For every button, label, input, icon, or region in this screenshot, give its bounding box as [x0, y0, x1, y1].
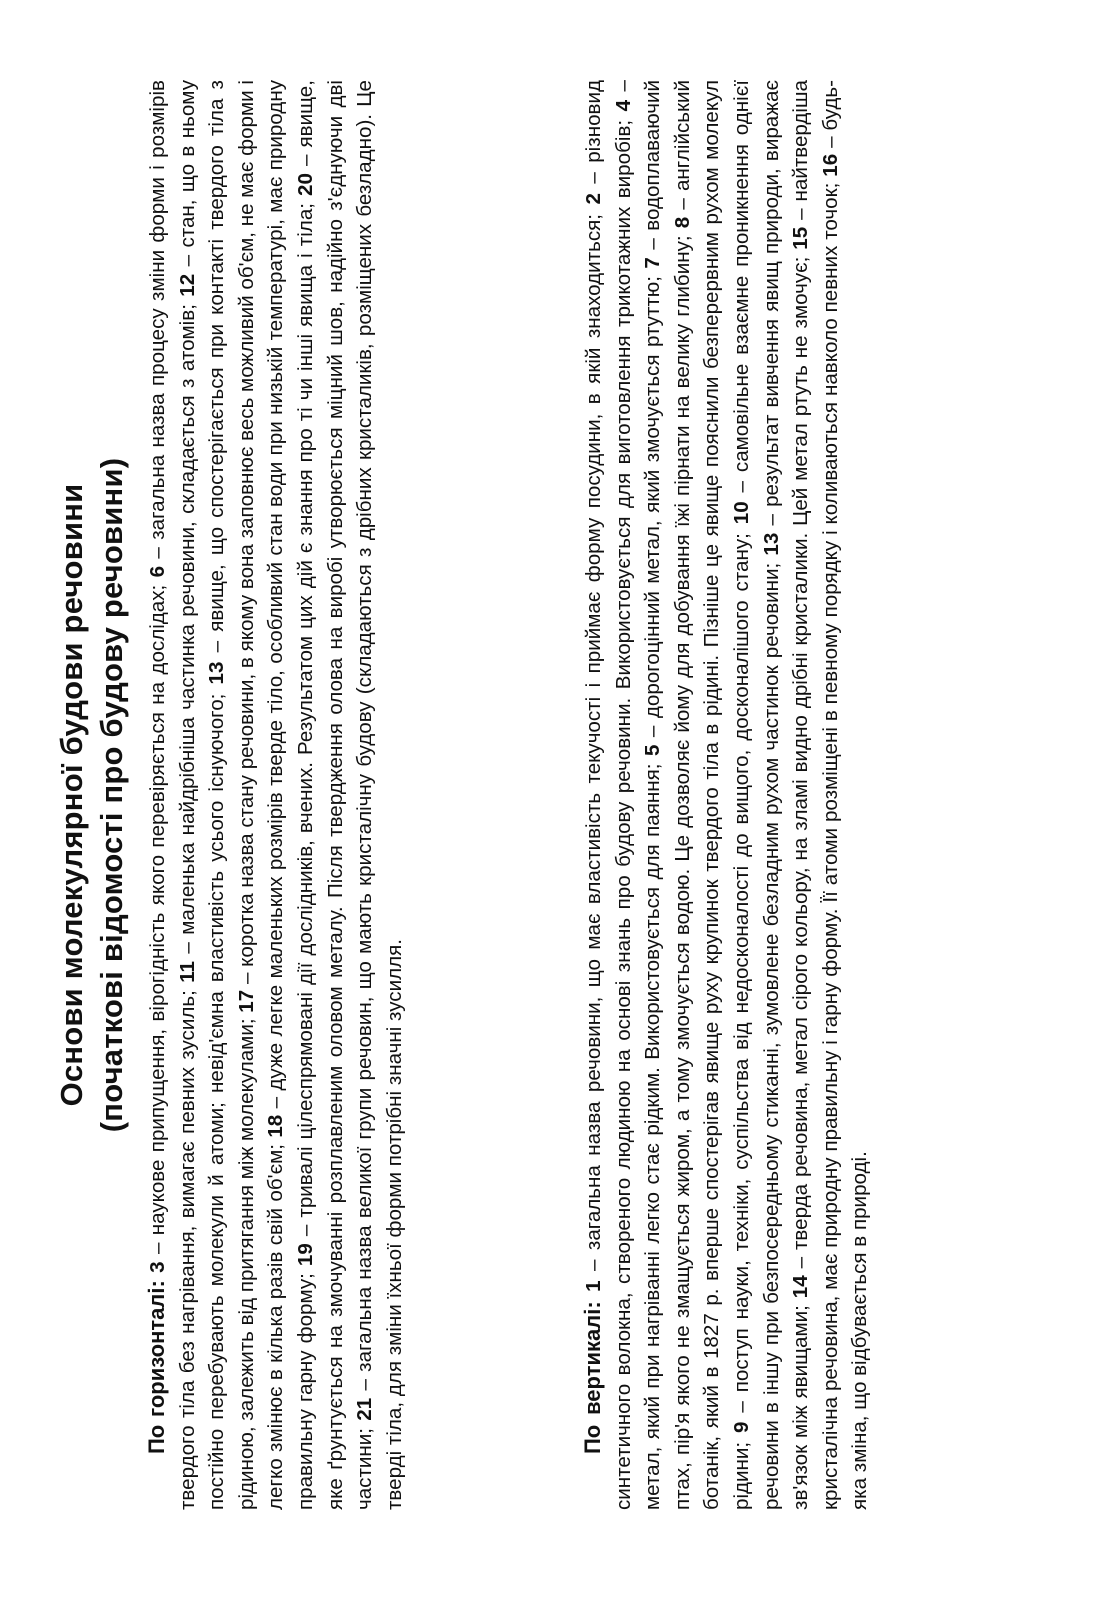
clue-text: – дорогоцінний метал, який змочується ртуттю; — [641, 268, 665, 745]
clue-number: 1 — [582, 1280, 605, 1292]
clue-number: 13 — [205, 661, 229, 685]
clue-text: – тривалі цілеспрямовані дії дослідників, вчених. Результатом цих дій є знання про ті чи інші явища і тіла; — [293, 195, 317, 1244]
clue-text: – найтвердіша кристалічна речовина, має природну правильну і гарну форму. Її атоми розміщені в певному порядку і коливаються навколо певних точок; — [789, 80, 842, 1510]
vertical-label: По вертикалі: — [580, 1301, 605, 1454]
clue-number: 11 — [175, 961, 199, 983]
clue-number: 8 — [670, 216, 694, 229]
clue-text: – загальна назва процесу зміни форми і розмірів твердого тіла без нагрівання, вимагає певних зусиль; — [146, 80, 199, 1510]
page-title: Основи молекулярної будови речовини — [54, 483, 89, 1107]
clue-number: 2 — [582, 193, 605, 205]
clue-number: 17 — [234, 989, 258, 1013]
clue-text: – дуже легке маленьких розмірів тверде тіло, особливий стан води при низькій температурі, має природну правильну гарну форму; — [264, 80, 317, 1510]
clue-text: – загальна назва речовини, що має властивість текучості і приймає форму посудини, в якій знаходиться; — [582, 204, 605, 1281]
clue-number: 19 — [293, 1243, 317, 1267]
clue-text: – водоплаваючий птах, пір'я якого не змащується жиром, а тому змочується водою. Це дозволяє йому для добування їжі пірнати на велику глибину; — [641, 80, 694, 1510]
clue-number: 21 — [353, 1397, 377, 1421]
clue-text: – маленька найдрібніша частинка речовини, складається з атомів; — [175, 296, 199, 962]
clue-text: – тверда речовина, метал сірого кольору, на зламі видно дрібні кристалики. Цей метал ртуть не змочує; — [789, 249, 813, 1276]
clue-number: 3 — [146, 1261, 169, 1273]
clue-text: – явище, що спостерігається при контакті твердого тіла з рідиною, залежить від притягання між молекулами; — [205, 80, 258, 1510]
clue-text: – будь-яка зміна, що відбувається в природі. — [818, 80, 872, 1510]
clue-text: – різновид синтетичного волокна, створеного людиною на основі знань про будову речовини. Використовується для виготовлення трикотажних виробів; — [582, 80, 635, 1510]
clue-number: 4 — [611, 99, 635, 112]
clue-number: 12 — [175, 273, 199, 297]
clue-text: – стан, що в ньому постійно перебувають молекули й атоми; невід'ємна властивість усього існуючого; — [175, 80, 229, 1510]
clue-text: – поступ науки, техніки, суспільства від недосконалості до вищого, досконалішого стану; — [729, 524, 753, 1422]
clue-number: 13 — [759, 532, 783, 556]
clue-text: – наукове припущення, вірогідність якого перевіряється на дослідах; — [146, 577, 169, 1262]
clue-number: 6 — [146, 565, 169, 578]
clue-number: 14 — [789, 1275, 813, 1299]
vertical-clues — [578, 80, 875, 1510]
clue-text: – самовільне взаємне проникнення однієї речовини в іншу при безпосередньому стиканні, зумовлене безладним рухом частинок речовини; — [729, 80, 783, 1510]
clue-number: 9 — [729, 1421, 753, 1433]
horizontal-clues — [142, 80, 409, 1510]
clue-number: 7 — [641, 257, 665, 269]
clue-number: 5 — [641, 744, 665, 756]
clue-text: – метал, який при нагріванні легко стає рідким. Використовується для паяння; — [611, 80, 665, 1510]
clue-number: 18 — [264, 1114, 288, 1138]
clue-text: – результат вивчення явищ природи, виражає зв'язок між явищами; — [759, 80, 813, 1510]
clue-number: 20 — [293, 173, 317, 196]
clue-text: – англійський ботанік, який в 1827 р. вперше спостерігав явище руху крупинок твердого тіла в рідині. Пізніше це явище пояснили безперервним рухом молекул рідини; — [670, 80, 753, 1510]
clue-text: – коротка назва стану речовини, в якому вона заповнює весь можливий об'єм, не має форми і легко змінює в кілька разів свій об'єм; — [234, 80, 288, 1510]
clue-number: 10 — [729, 501, 753, 525]
title-block — [52, 80, 132, 1510]
clue-text: – явище, яке ґрунтується на змочуванні розплавленим оловом металу. Після твердження олова на виробі утворюється міцний шов, надійно з'єднуючи дві частини; — [293, 80, 377, 1510]
clue-number: 15 — [789, 226, 813, 250]
clue-number: 16 — [818, 153, 842, 177]
page-subtitle: (початкові відомості про будову речовини) — [94, 457, 129, 1133]
clue-text: – загальна назва великої групи речовин, що мають кристалічну будову (складаються з дрібних кристаликів, розміщених безладно). Це тверді тіла, для зміни їхньої форми потрібні значні зусилля. — [353, 80, 406, 1510]
horizontal-label: По горизонталі: — [144, 1280, 169, 1454]
